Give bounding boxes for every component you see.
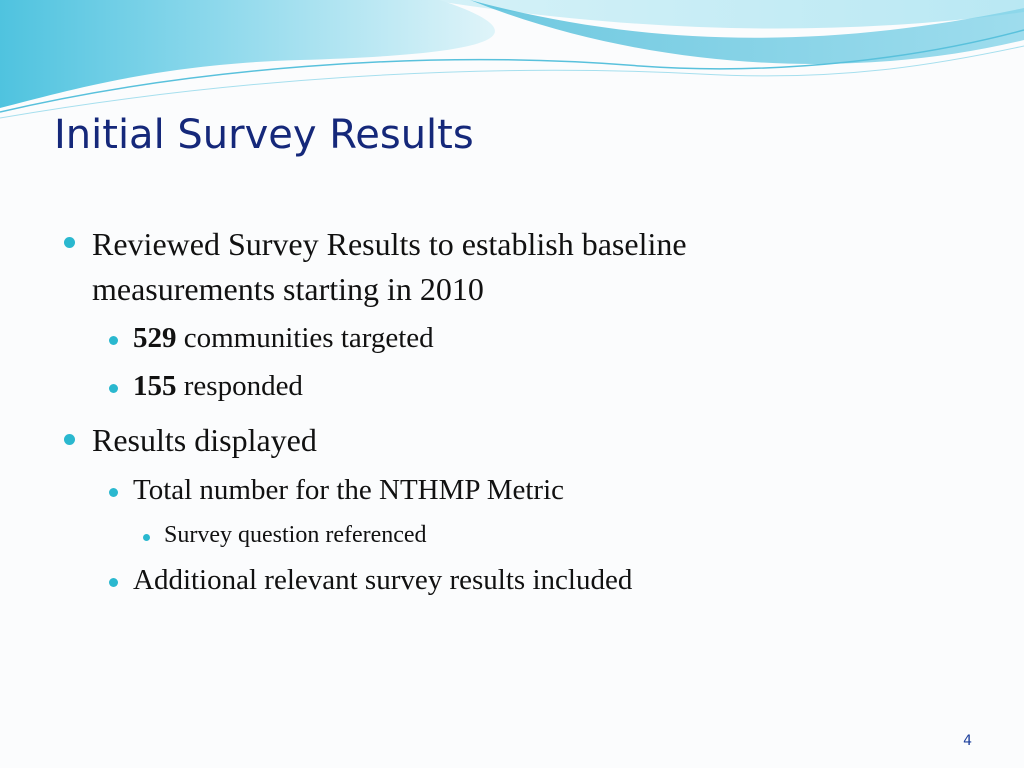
slide-title: Initial Survey Results — [54, 112, 474, 158]
bullet-item-communities — [133, 322, 434, 355]
responded-label: responded — [176, 370, 303, 402]
bullet-text: Additional relevant survey results included — [133, 564, 633, 596]
communities-label: communities targeted — [176, 322, 434, 354]
bullet-text: Total number for the NTHMP Metric — [133, 474, 564, 506]
bullet-dot-icon — [109, 384, 118, 393]
bullet-dot-icon — [109, 578, 118, 587]
bullet-dot-icon — [109, 488, 118, 497]
bullet-dot-icon — [109, 336, 118, 345]
bullet-text: Survey question referenced — [164, 522, 427, 548]
bullet-item-reviewed-continuation — [92, 271, 484, 308]
bullet-item-results-displayed — [92, 422, 317, 459]
bullet-text: Results displayed — [92, 422, 317, 458]
bullet-item-reviewed — [92, 226, 687, 263]
bullet-text-line1: Reviewed Survey Results to establish baseline — [92, 226, 687, 262]
bullet-item-total-number — [133, 474, 564, 507]
bullet-item-survey-question — [164, 522, 427, 549]
responded-count: 155 — [133, 370, 177, 402]
bullet-dot-icon — [64, 237, 75, 248]
page-number: 4 — [963, 733, 972, 749]
bullet-dot-icon — [64, 434, 75, 445]
bullet-text-line2: measurements starting in 2010 — [92, 271, 484, 307]
communities-count: 529 — [133, 322, 177, 354]
bullet-item-responded — [133, 370, 303, 403]
bullet-item-additional-results — [133, 564, 632, 597]
bullet-dot-icon — [143, 534, 150, 541]
